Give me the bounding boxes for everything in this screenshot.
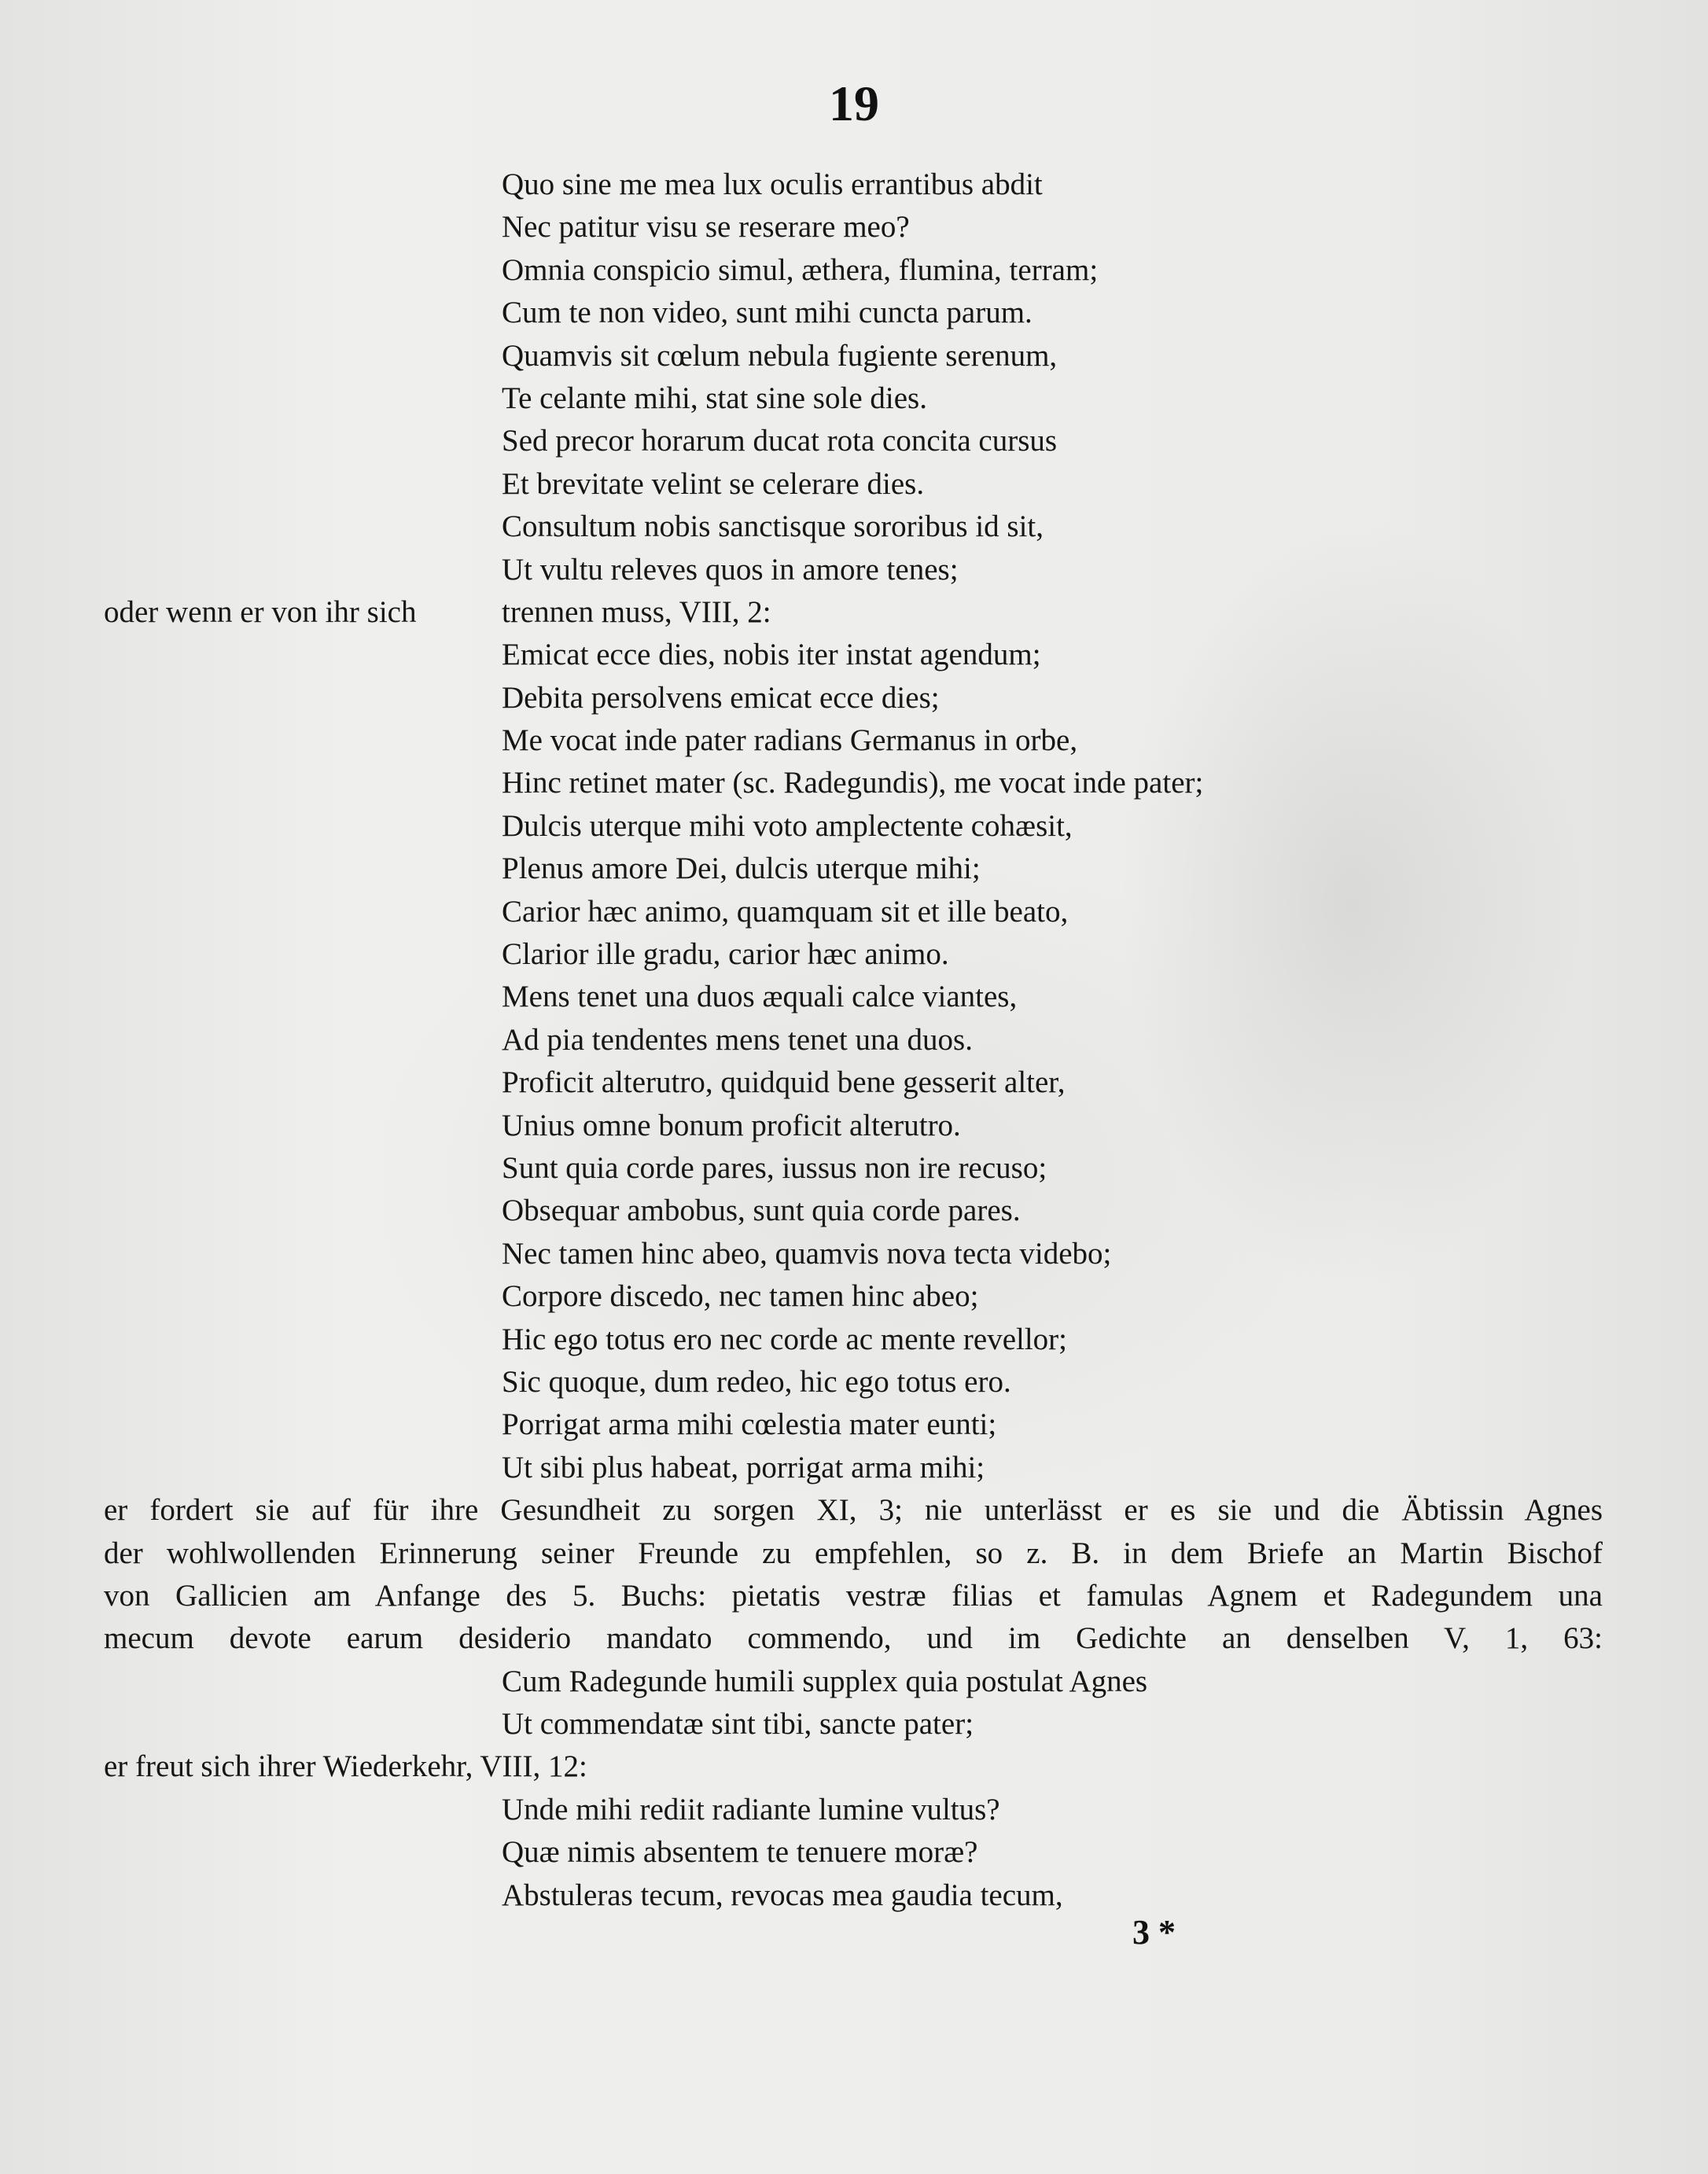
- verse-line: Emicat ecce dies, nobis iter instat agendum;: [502, 638, 1041, 672]
- page-text: [0, 164, 1708, 1917]
- verse-line: Cum Radegunde humili supplex quia postulat Agnes: [502, 1664, 1148, 1698]
- verse-line: Ad pia tendentes mens tenet una duos.: [502, 1022, 973, 1057]
- page-number: 19: [829, 75, 879, 131]
- prose-continuation: trennen muss, VIII, 2:: [502, 594, 771, 629]
- verse-line: Consultum nobis sanctisque sororibus id sit,: [502, 509, 1044, 544]
- verse-line: Hinc retinet mater (sc. Radegundis), me vocat inde pater;: [502, 766, 1204, 800]
- prose-verse-line: [0, 591, 1708, 634]
- verse-line: Debita persolvens emicat ecce dies;: [502, 680, 940, 715]
- verse-line: Unius omne bonum proficit alterutro.: [502, 1108, 961, 1142]
- signature-mark: 3 *: [1132, 1913, 1176, 1951]
- prose-line: mecum devote earum desiderio mandato commendo, und im Gedichte an denselben V, 1, 63:: [104, 1621, 1603, 1656]
- prose-line: der wohlwollenden Erinnerung seiner Freunde zu empfehlen, so z. B. in dem Briefe an Martin Bischof: [104, 1536, 1603, 1570]
- verse-line: Carior hæc animo, quamquam sit et ille beato,: [502, 894, 1069, 929]
- verse-line: Te celante mihi, stat sine sole dies.: [502, 381, 927, 415]
- verse-line: Abstuleras tecum, revocas mea gaudia tecum,: [502, 1878, 1063, 1912]
- verse-line: Dulcis uterque mihi voto amplectente cohæsit,: [502, 808, 1073, 843]
- verse-line: Me vocat inde pater radians Germanus in orbe,: [502, 723, 1078, 758]
- verse-line: Hic ego totus ero nec corde ac mente revellor;: [502, 1322, 1068, 1356]
- prose-lead: oder wenn er von ihr sich: [104, 594, 417, 629]
- verse-line: Quamvis sit cœlum nebula fugiente serenum,: [502, 338, 1058, 373]
- prose-line: er freut sich ihrer Wiederkehr, VIII, 12:: [104, 1749, 587, 1784]
- verse-line: Plenus amore Dei, dulcis uterque mihi;: [502, 852, 981, 886]
- verse-line: Corpore discedo, nec tamen hinc abeo;: [502, 1279, 979, 1314]
- verse-line: Ut sibi plus habeat, porrigat arma mihi;: [502, 1450, 985, 1484]
- verse-line: Ut vultu releves quos in amore tenes;: [502, 552, 959, 587]
- verse-line: Proficit alterutro, quidquid bene gesserit alter,: [502, 1065, 1066, 1100]
- verse-line: Nec tamen hinc abeo, quamvis nova tecta videbo;: [502, 1236, 1112, 1271]
- verse-line: Quo sine me mea lux oculis errantibus abdit: [502, 167, 1043, 201]
- verse-line: Quæ nimis absentem te tenuere moræ?: [502, 1835, 978, 1870]
- prose-line: von Gallicien am Anfange des 5. Buchs: pietatis vestræ filias et famulas Agnem et Radegundem una: [104, 1578, 1603, 1613]
- verse-line: Mens tenet una duos æquali calce viantes,: [502, 980, 1018, 1014]
- verse-line: Sed precor horarum ducat rota concita cursus: [502, 424, 1058, 458]
- verse-line: Unde mihi rediit radiante lumine vultus?: [502, 1792, 1000, 1826]
- verse-line: Et brevitate velint se celerare dies.: [502, 466, 925, 501]
- verse-line: Porrigat arma mihi cœlestia mater eunti;: [502, 1407, 997, 1442]
- verse-line: Nec patitur visu se reserare meo?: [502, 210, 910, 245]
- verse-line: Ut commendatæ sint tibi, sancte pater;: [502, 1707, 974, 1742]
- verse-line: Obsequar ambobus, sunt quia corde pares.: [502, 1194, 1021, 1228]
- verse-line: Sunt quia corde pares, iussus non ire recuso;: [502, 1150, 1047, 1185]
- verse-line: Cum te non video, sunt mihi cuncta parum.: [502, 296, 1033, 330]
- verse-line: Sic quoque, dum redeo, hic ego totus ero.: [502, 1364, 1011, 1399]
- verse-line: Clarior ille gradu, carior hæc animo.: [502, 937, 949, 972]
- prose-line: er fordert sie auf für ihre Gesundheit zu sorgen XI, 3; nie unterlässt er es sie und die Äbtissin Agnes: [104, 1493, 1603, 1528]
- verse-line: Omnia conspicio simul, æthera, flumina, terram;: [502, 252, 1099, 287]
